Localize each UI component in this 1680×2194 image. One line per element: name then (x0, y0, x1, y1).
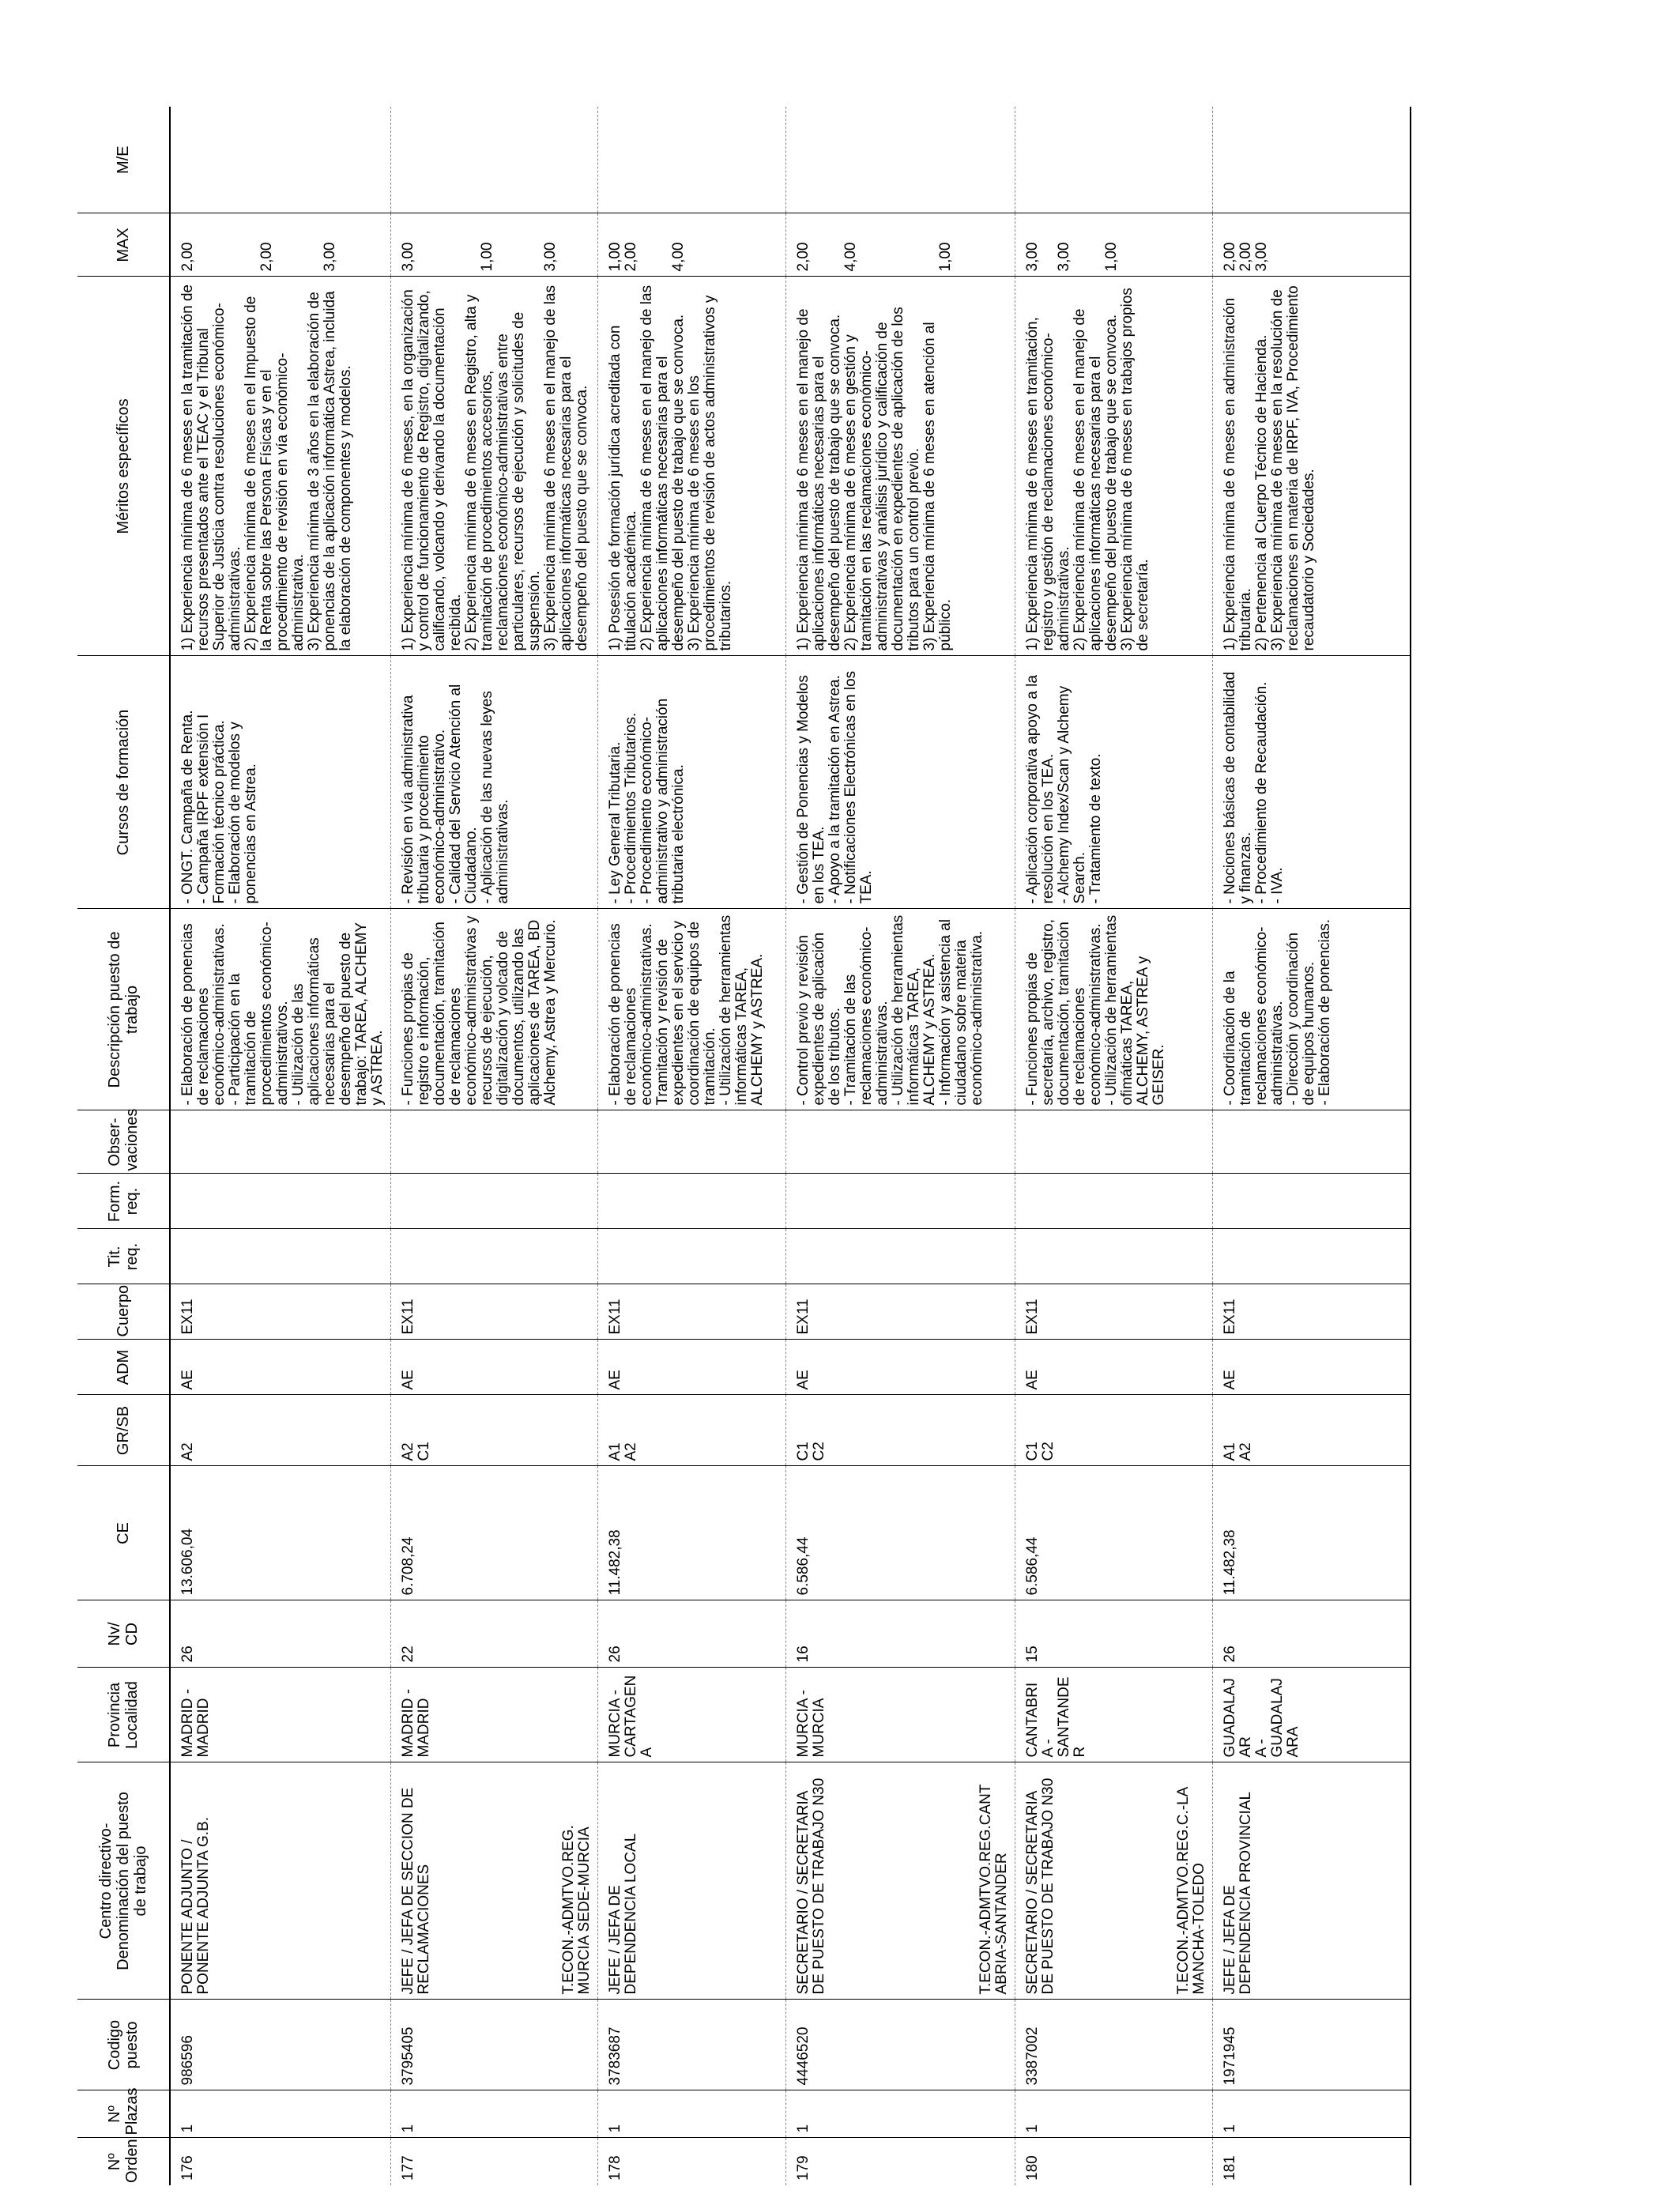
cell-meritos: 1) Experiencia mínima de 6 meses en tramitación, registro y gestión de reclamaciones económico-administrativas. 2) Experiencia mínima de 6 meses en el manejo de aplicaciones informáticas necesarias para el desempeño del puesto de trabajo que se convoca. 3) Experiencia mínima de 6 meses en trabajos propios de secretaría. (1015, 277, 1213, 656)
cell-nivel: 26 (170, 1600, 391, 1668)
cell-ce: 6.586,44 (1015, 1466, 1213, 1600)
cell-cuerpo: EX11 (598, 1284, 786, 1340)
cell-me (598, 107, 786, 213)
cell-ce: 13.606,04 (170, 1466, 391, 1600)
centro-directivo: T.ECON.-ADMTVO.REG. MURCIA SEDE-MURCIA (560, 1825, 593, 1995)
cell-centro (786, 1762, 1015, 2000)
header-provincia: Provincia Localidad (77, 1668, 170, 1762)
cell-codigo: 4446520 (786, 2000, 1015, 2090)
cell-max: 2,00 4,00 1,00 (786, 213, 1015, 277)
cell-titulacion (391, 1229, 598, 1284)
cell-max: 3,00 3,00 1,00 (1015, 213, 1213, 277)
cell-observaciones (598, 1110, 786, 1174)
cell-orden: 176 (170, 2138, 391, 2185)
header-grupo: GR/SB (77, 1395, 170, 1466)
cell-descripcion: - Elaboración de ponencias de reclamaciones económico-administrativas. - Participación en la tramitación de procedimientos económico-administrativos. - Utilización de las aplicaciones informáticas necesarias para el desempeño del puesto de trabajo: TAREA, ALCHEMY y ASTREA. (170, 909, 391, 1110)
cell-nivel: 26 (1213, 1600, 1411, 1668)
cell-cursos: - ONGT. Campaña de Renta. - Campaña IRPF extensión I Formación técnico práctica. - Elaboración de modelos y ponencias en Astrea. (170, 656, 391, 909)
cell-plazas: 1 (1213, 2090, 1411, 2138)
cell-meritos: 1) Experiencia mínima de 6 meses en la tramitación de recursos presentados ante el TEAC y el Tribunal Superior de Justicia contra resoluciones económico-administrativas. 2) Experiencia mínima de 6 meses en el Impuesto de la Renta sobre las Persona Físicas y en el procedimiento de revisión en vía económico-administrativa. 3) Experiencia mínima de 3 años en la elaboración de ponencias de la aplicación informática Astrea, incluida la elaboración de componentes y modelos. (170, 277, 391, 656)
header-me: M/E (77, 107, 170, 213)
header-centro: Centro directivo- Denominación del puesto de trabajo (77, 1762, 170, 2000)
header-descripcion: Descripción puesto de trabajo (77, 909, 170, 1110)
cell-cursos: - Aplicación corporativa apoyo a la resolución en los TEA. - Alchemy Index/Scan y Alchemy Search. - Tratamiento de texto. (1015, 656, 1213, 909)
cell-descripcion: - Elaboración de ponencias de reclamaciones económico-administrativas. Tramitación y revisión de expedientes en el servicio y coordinación de equipos de tramitación. - Utilización de herramientas informáticas TAREA, ALCHEMY y ASTREA. (598, 909, 786, 1110)
header-row (77, 107, 170, 2185)
header-codigo: Codigo puesto (77, 2000, 170, 2090)
cell-ce: 11.482,38 (1213, 1466, 1411, 1600)
cell-formacion (786, 1174, 1015, 1229)
cell-max: 3,00 1,00 3,00 (391, 213, 598, 277)
table-row (1213, 107, 1411, 2185)
cell-cuerpo: EX11 (170, 1284, 391, 1340)
denominacion-puesto: PONENTE ADJUNTO / PONENTE ADJUNTA G.B. (179, 1816, 212, 1995)
header-nivel: Nv/ CD (77, 1600, 170, 1668)
cell-cursos: - Revisión en vía administrativa tributaria y procedimiento económico-administrativo. - Calidad del Servicio Atención al Ciudadano. - Aplicación de las nuevas leyes administrativas. (391, 656, 598, 909)
cell-grupo: A1 A2 (598, 1395, 786, 1466)
cell-provincia: MURCIA - MURCIA (786, 1668, 1015, 1762)
cell-observaciones (786, 1110, 1015, 1174)
cell-max: 2,00 2,00 3,00 (170, 213, 391, 277)
cell-descripcion: - Funciones propias de registro e información, documentación, tramitación de reclamaciones económico-administrativas y recursos de ejecución, digitalización y volcado de documentos, utilizando las aplicaciones de TAREA, BD Alchemy, Astrea y Mercurio. (391, 909, 598, 1110)
cell-plazas: 1 (391, 2090, 598, 2138)
header-ce: CE (77, 1466, 170, 1600)
cell-descripcion: - Funciones propias de secretaría, archivo, registro, documentación, tramitación de reclamaciones económico-administrativas. - Utilización de herramientas ofimáticas TAREA, ALCHEMY, ASTREA y GEISER. (1015, 909, 1213, 1110)
cell-formacion (1213, 1174, 1411, 1229)
cell-nivel: 26 (598, 1600, 786, 1668)
cell-me (170, 107, 391, 213)
rotated-table-page (77, 107, 1603, 2185)
cell-centro (391, 1762, 598, 2000)
cell-orden: 180 (1015, 2138, 1213, 2185)
cell-centro (1015, 1762, 1213, 2000)
cell-plazas: 1 (1015, 2090, 1213, 2138)
cell-descripcion: - Coordinación de la tramitación de reclamaciones económico-administrativas. - Dirección y coordinación de equipos humanos. - Elaboración de ponencias. (1213, 909, 1411, 1110)
cell-me (1213, 107, 1411, 213)
cell-adm: AE (786, 1340, 1015, 1395)
denominacion-puesto: SECRETARIO / SECRETARIA DE PUESTO DE TRABAJO N30 (1024, 1777, 1057, 1995)
centro-directivo: T.ECON.-ADMTVO.REG.C.-LA MANCHA-TOLEDO (1175, 1786, 1207, 1995)
cell-grupo: C1 C2 (1015, 1395, 1213, 1466)
cell-codigo: 1971945 (1213, 2000, 1411, 2090)
cell-meritos: 1) Posesión de formación jurídica acreditada con titulación académica. 2) Experiencia mínima de 6 meses en el manejo de las aplicaciones informáticas necesarias para el desempeño del puesto de trabajo que se convoca. 3) Experiencia mínima de 6 meses en los procedimientos de revisión de actos administrativos y tributarios. (598, 277, 786, 656)
cell-plazas: 1 (170, 2090, 391, 2138)
cell-titulacion (170, 1229, 391, 1284)
cell-max: 1,00 2,00 4,00 (598, 213, 786, 277)
cell-provincia: MADRID - MADRID (391, 1668, 598, 1762)
cell-codigo: 3795405 (391, 2000, 598, 2090)
cell-adm: AE (1213, 1340, 1411, 1395)
cell-adm: AE (1015, 1340, 1213, 1395)
cell-grupo: A1 A2 (1213, 1395, 1411, 1466)
cell-titulacion (598, 1229, 786, 1284)
header-observaciones: Obser- vaciones (77, 1110, 170, 1174)
cell-adm: AE (598, 1340, 786, 1395)
centro-directivo: T.ECON.-ADMTVO.REG.CANT ABRIA-SANTANDER (977, 1784, 1010, 1995)
cell-plazas: 1 (786, 2090, 1015, 2138)
cell-cuerpo: EX11 (786, 1284, 1015, 1340)
cell-orden: 181 (1213, 2138, 1411, 2185)
cell-provincia: MADRID - MADRID (170, 1668, 391, 1762)
cell-titulacion (786, 1229, 1015, 1284)
cell-meritos: 1) Experiencia mínima de 6 meses en administración tributaria. 2) Pertenencia al Cuerpo Técnico de Hacienda. 3) Experiencia mínima de 6 meses en la resolución de reclamaciones en materia de IRPF, IVA, Procedimiento recaudatorio y Sociedades. (1213, 277, 1411, 656)
header-adm: ADM (77, 1340, 170, 1395)
cell-cuerpo: EX11 (1015, 1284, 1213, 1340)
cell-observaciones (170, 1110, 391, 1174)
cell-observaciones (1015, 1110, 1213, 1174)
cell-codigo: 986596 (170, 2000, 391, 2090)
cell-adm: AE (170, 1340, 391, 1395)
cell-me (391, 107, 598, 213)
table-row (170, 107, 391, 2185)
cell-me (1015, 107, 1213, 213)
cell-cuerpo: EX11 (1213, 1284, 1411, 1340)
table-row (598, 107, 786, 2185)
cell-provincia: GUADALAJAR A - GUADALAJ ARA (1213, 1668, 1411, 1762)
cell-nivel: 16 (786, 1600, 1015, 1668)
cell-adm: AE (391, 1340, 598, 1395)
cell-nivel: 15 (1015, 1600, 1213, 1668)
header-formacion: Form. req. (77, 1174, 170, 1229)
cell-max: 2,00 2,00 3,00 (1213, 213, 1411, 277)
cell-cursos: - Ley General Tributaria. - Procedimientos Tributarios. - Procedimiento económico-administrativo y administración tributaria electrónica. (598, 656, 786, 909)
cell-formacion (170, 1174, 391, 1229)
cell-centro (170, 1762, 391, 2000)
cell-cuerpo: EX11 (391, 1284, 598, 1340)
cell-cursos: - Nociones básicas de contabilidad y finanzas. - Procedimiento de Recaudación. - IVA. (1213, 656, 1411, 909)
cell-provincia: CANTABRIA - SANTANDER (1015, 1668, 1213, 1762)
cell-descripcion: - Control previo y revisión expedientes de aplicación de los tributos. - Tramitación de las reclamaciones económico-administrativas. - Utilización de herramientas informáticas TAREA, ALCHEMY y ASTREA. - Información y asistencia al ciudadano sobre materia económico-administrativa. (786, 909, 1015, 1110)
cell-plazas: 1 (598, 2090, 786, 2138)
cell-formacion (391, 1174, 598, 1229)
cell-centro (598, 1762, 786, 2000)
denominacion-puesto: SECRETARIO / SECRETARIA DE PUESTO DE TRABAJO N30 (795, 1777, 827, 1995)
cell-grupo: C1 C2 (786, 1395, 1015, 1466)
cell-titulacion (1015, 1229, 1213, 1284)
cell-meritos: 1) Experiencia mínima de 6 meses en el manejo de aplicaciones informáticas necesarias para el desempeño del puesto de trabajo que se convoca. 2) Experiencia mínima de 6 meses en gestión y tramitación en las reclamaciones económico-administrativas y análisis jurídico y calificación de documentación en expedientes de aplicación de los tributos para un control previo. 3) Experiencia mínima de 6 meses en atención al público. (786, 277, 1015, 656)
denominacion-puesto: JEFE / JEFA DE DEPENDENCIA LOCAL (607, 1833, 639, 1995)
header-cursos: Cursos de formación (77, 656, 170, 909)
header-meritos: Méritos específicos (77, 277, 170, 656)
header-cuerpo: Cuerpo (77, 1284, 170, 1340)
table-row (786, 107, 1015, 2185)
cell-meritos: 1) Experiencia mínima de 6 meses, en la organización y control de funcionamiento de Registro, digitalizando, calificando, volcando y derivando la documentación recibida. 2) Experiencia mínima de 6 meses en Registro, alta y tramitación de procedimientos accesorios, reclamaciones económico-administrativas entre particulares, recursos de ejecución y solicitudes de suspensión. 3) Experiencia mínima de 6 meses en el manejo de las aplicaciones informáticas necesarias para el desempeño del puesto que se convoca. (391, 277, 598, 656)
denominacion-puesto: JEFE / JEFA DE DEPENDENCIA PROVINCIAL (1222, 1791, 1254, 1995)
cell-codigo: 3783687 (598, 2000, 786, 2090)
cell-cursos: - Gestión de Ponencias y Modelos en los TEA. - Apoyo a la tramitación en Astrea. - Notificaciones Electrónicas en los TEA. (786, 656, 1015, 909)
cell-orden: 177 (391, 2138, 598, 2185)
table-row (391, 107, 598, 2185)
table-body (170, 107, 1411, 2185)
cell-nivel: 22 (391, 1600, 598, 1668)
cell-grupo: A2 C1 (391, 1395, 598, 1466)
cell-grupo: A2 (170, 1395, 391, 1466)
cell-provincia: MURCIA - CARTAGENA (598, 1668, 786, 1762)
cell-observaciones (1213, 1110, 1411, 1174)
cell-formacion (1015, 1174, 1213, 1229)
table-row (1015, 107, 1213, 2185)
cell-orden: 179 (786, 2138, 1015, 2185)
cell-ce: 6.586,44 (786, 1466, 1015, 1600)
cell-codigo: 3387002 (1015, 2000, 1213, 2090)
cell-ce: 6.708,24 (391, 1466, 598, 1600)
header-plazas: Nº Plazas (77, 2090, 170, 2138)
cell-orden: 178 (598, 2138, 786, 2185)
cell-titulacion (1213, 1229, 1411, 1284)
denominacion-puesto: JEFE / JEFA DE SECCION DE RECLAMACIONES (400, 1787, 432, 1995)
header-orden: Nº Orden (77, 2138, 170, 2185)
header-titulacion: Tit. req. (77, 1229, 170, 1284)
header-max: MAX (77, 213, 170, 277)
cell-me (786, 107, 1015, 213)
cell-formacion (598, 1174, 786, 1229)
positions-table (77, 107, 1411, 2185)
cell-ce: 11.482,38 (598, 1466, 786, 1600)
cell-centro (1213, 1762, 1411, 2000)
cell-observaciones (391, 1110, 598, 1174)
